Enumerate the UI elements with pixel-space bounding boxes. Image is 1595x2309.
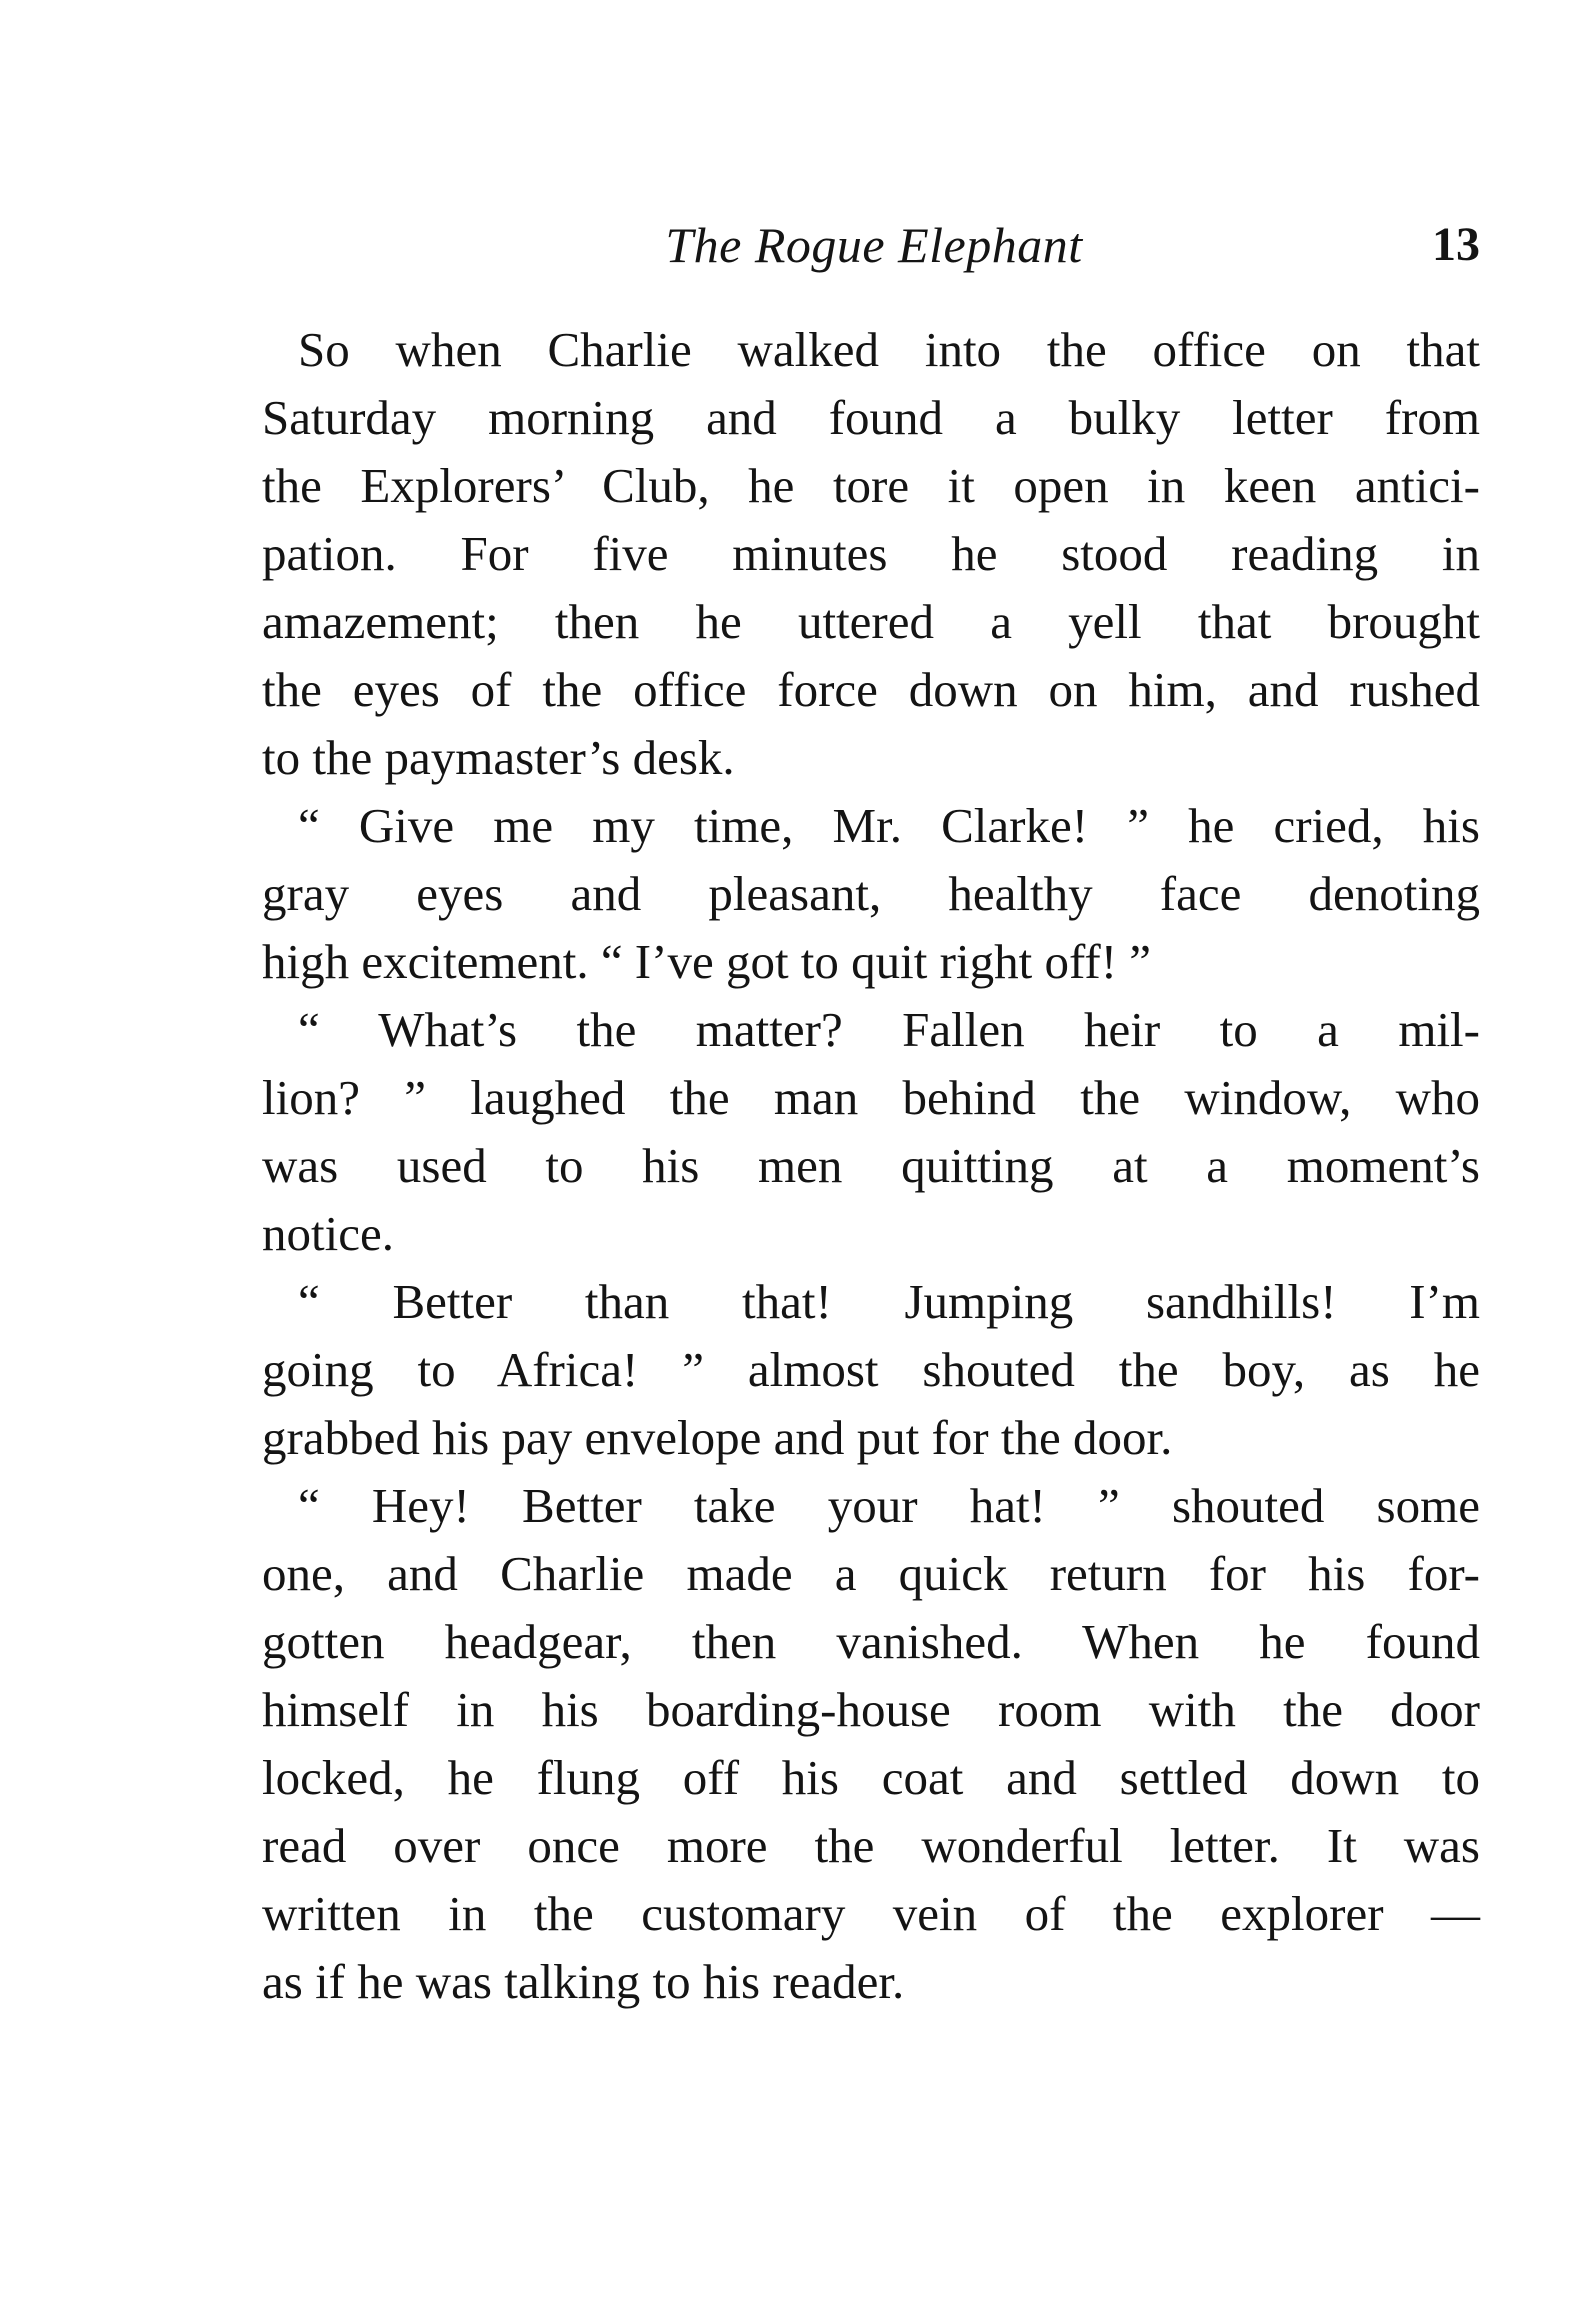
text-line: So when Charlie walked into the office on that: [298, 322, 1480, 377]
body-text: [262, 316, 1480, 2016]
text-line: pation. For five minutes he stood reading in: [262, 526, 1480, 581]
page-number: 13: [1432, 218, 1480, 271]
text-line: gotten headgear, then vanished. When he found: [262, 1614, 1480, 1669]
text-line: going to Africa! ” almost shouted the boy, as he: [262, 1342, 1480, 1397]
text-line: to the paymaster’s desk.: [262, 730, 735, 785]
running-head: [268, 210, 1480, 280]
text-line: “ Give me my time, Mr. Clarke! ” he cried, his: [298, 798, 1480, 853]
text-line: written in the customary vein of the explorer —: [262, 1886, 1480, 1941]
text-line: high excitement. “ I’ve got to quit right off! ”: [262, 934, 1152, 989]
running-title: The Rogue Elephant: [665, 217, 1083, 273]
text-line: himself in his boarding-house room with the door: [262, 1682, 1480, 1737]
text-line: was used to his men quitting at a moment’s: [262, 1138, 1480, 1193]
text-line: as if he was talking to his reader.: [262, 1954, 905, 2009]
text-line: notice.: [262, 1206, 394, 1261]
text-line: read over once more the wonderful letter. It was: [262, 1818, 1480, 1873]
text-line: the Explorers’ Club, he tore it open in keen antici-: [262, 458, 1480, 513]
text-line: amazement; then he uttered a yell that brought: [262, 594, 1480, 649]
text-line: the eyes of the office force down on him, and rushed: [262, 662, 1480, 717]
text-line: “ Better than that! Jumping sandhills! I’m: [298, 1274, 1480, 1329]
text-line: “ Hey! Better take your hat! ” shouted some: [298, 1478, 1480, 1533]
text-line: gray eyes and pleasant, healthy face denoting: [262, 866, 1480, 921]
text-line: locked, he flung off his coat and settled down to: [262, 1750, 1480, 1805]
text-line: lion? ” laughed the man behind the window, who: [262, 1070, 1480, 1125]
text-line: Saturday morning and found a bulky letter from: [262, 390, 1480, 445]
text-line: grabbed his pay envelope and put for the door.: [262, 1410, 1173, 1465]
text-line: one, and Charlie made a quick return for his for-: [262, 1546, 1480, 1601]
text-line: “ What’s the matter? Fallen heir to a mil-: [298, 1002, 1480, 1057]
